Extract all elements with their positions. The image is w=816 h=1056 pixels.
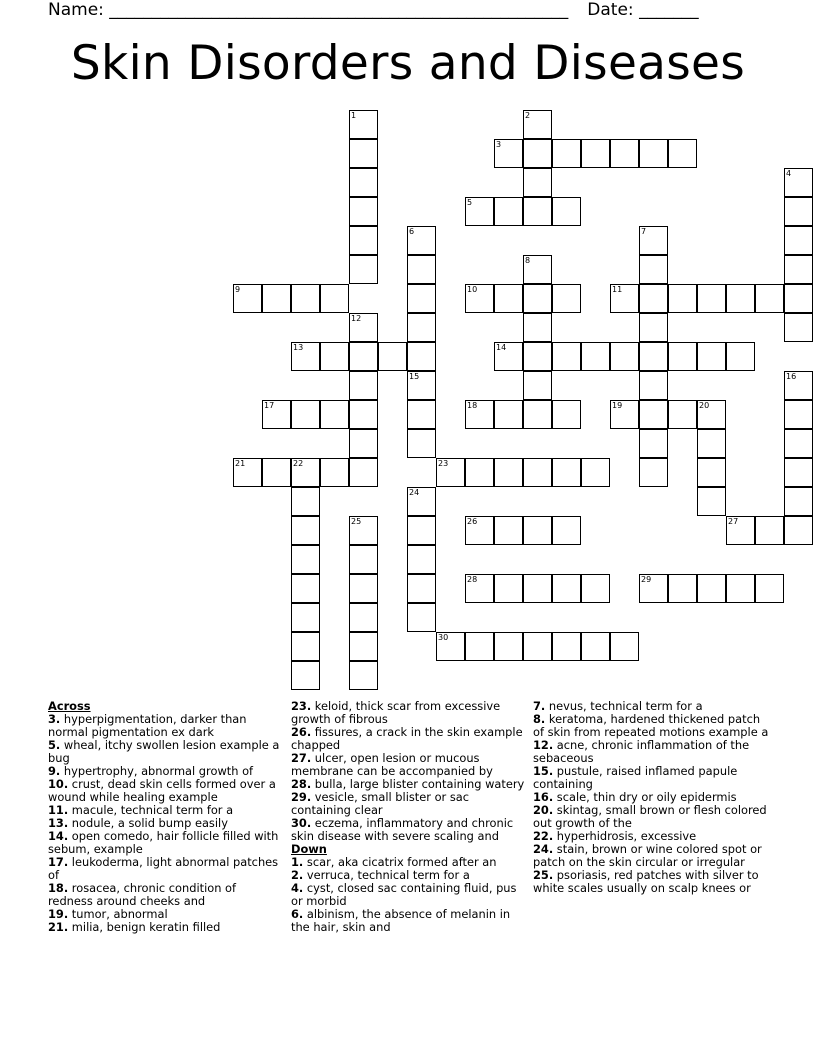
clue-text: rosacea, chronic condition of redness around cheeks and	[48, 881, 237, 908]
clue-item	[48, 921, 284, 934]
grid-cell[interactable]	[784, 284, 813, 313]
grid-cell[interactable]	[784, 516, 813, 545]
clue-number: 17.	[48, 855, 69, 869]
clue-number-label: 17	[264, 401, 275, 410]
clue-number-label: 10	[467, 285, 478, 294]
clue-item	[533, 869, 769, 895]
grid-cell[interactable]	[668, 400, 697, 429]
clue-number-label: 22	[293, 459, 304, 468]
grid-cell[interactable]	[378, 342, 407, 371]
grid-cell[interactable]	[291, 603, 320, 632]
clue-number-label: 9	[235, 285, 241, 294]
clue-item	[291, 700, 527, 726]
clue-item	[533, 765, 769, 791]
clue-number: 7.	[533, 699, 546, 713]
clue-item	[48, 778, 284, 804]
grid-cell[interactable]	[726, 284, 755, 313]
clue-text: skintag, small brown or flesh colored out growth of the	[533, 803, 767, 830]
clue-number-label: 25	[351, 517, 362, 526]
clue-number-label: 8	[525, 256, 531, 265]
clue-section-heading: Across	[48, 699, 91, 713]
grid-cell[interactable]	[523, 197, 552, 226]
grid-cell[interactable]	[494, 400, 523, 429]
clue-item	[48, 856, 284, 882]
clue-number-label: 30	[438, 633, 449, 642]
date-blank[interactable]: _______	[639, 0, 699, 20]
grid-cell[interactable]	[349, 574, 378, 603]
clue-text: milia, benign keratin filled	[68, 920, 221, 934]
grid-cell[interactable]	[784, 197, 813, 226]
grid-cell[interactable]	[262, 284, 291, 313]
clue-text: keloid, thick scar from excessive growth of fibrous	[291, 699, 501, 726]
grid-cell[interactable]	[494, 458, 523, 487]
grid-cell[interactable]	[697, 458, 726, 487]
grid-cell[interactable]	[291, 400, 320, 429]
grid-cell[interactable]	[581, 574, 610, 603]
grid-cell[interactable]	[697, 487, 726, 516]
name-blank[interactable]: ______________________________________________________	[109, 0, 569, 20]
grid-cell[interactable]	[523, 371, 552, 400]
grid-cell[interactable]	[494, 284, 523, 313]
clue-text: eczema, inflammatory and chronic skin disease with severe scaling and	[291, 816, 514, 843]
grid-cell[interactable]	[784, 487, 813, 516]
clue-text: macule, technical term for a	[68, 803, 234, 817]
grid-cell[interactable]	[552, 284, 581, 313]
clue-text: albinism, the absence of melanin in the hair, skin and	[291, 907, 511, 934]
grid-cell[interactable]	[523, 458, 552, 487]
grid-cell[interactable]	[349, 342, 378, 371]
grid-cell[interactable]	[407, 255, 436, 284]
clue-number: 22.	[533, 829, 554, 843]
clue-text: open comedo, hair follicle filled with sebum, example	[48, 829, 279, 856]
grid-cell[interactable]	[465, 632, 494, 661]
date-label: Date:	[587, 0, 640, 20]
clue-text: vesicle, small blister or sac containing clear	[291, 790, 470, 817]
clue-item	[48, 713, 284, 739]
grid-cell[interactable]	[552, 139, 581, 168]
clue-item	[291, 882, 527, 908]
grid-cell[interactable]	[552, 516, 581, 545]
grid-cell[interactable]	[291, 632, 320, 661]
grid-cell[interactable]	[639, 284, 668, 313]
clue-number-label: 11	[612, 285, 623, 294]
clue-number: 25.	[533, 868, 554, 882]
grid-cell[interactable]	[291, 516, 320, 545]
grid-cell[interactable]	[349, 632, 378, 661]
grid-cell[interactable]	[407, 574, 436, 603]
clue-number-label: 19	[612, 401, 623, 410]
clue-number: 19.	[48, 907, 69, 921]
grid-cell[interactable]	[726, 574, 755, 603]
grid-cell[interactable]	[552, 342, 581, 371]
grid-cell[interactable]	[320, 458, 349, 487]
clue-column-3	[533, 700, 769, 895]
grid-cell[interactable]	[349, 400, 378, 429]
grid-cell[interactable]	[784, 429, 813, 458]
grid-cell[interactable]	[523, 632, 552, 661]
grid-cell[interactable]	[552, 400, 581, 429]
clue-number-label: 28	[467, 575, 478, 584]
grid-cell[interactable]	[291, 661, 320, 690]
clue-column-1	[48, 700, 284, 934]
clue-number: 4.	[291, 881, 304, 895]
clue-number-label: 26	[467, 517, 478, 526]
clue-number: 15.	[533, 764, 554, 778]
grid-cell[interactable]	[407, 429, 436, 458]
grid-cell[interactable]	[349, 226, 378, 255]
grid-cell[interactable]	[523, 313, 552, 342]
clue-number-label: 18	[467, 401, 478, 410]
grid-cell[interactable]	[291, 574, 320, 603]
grid-cell[interactable]	[494, 197, 523, 226]
grid-cell[interactable]	[407, 545, 436, 574]
grid-cell[interactable]	[552, 632, 581, 661]
grid-cell[interactable]	[755, 284, 784, 313]
clue-number: 28.	[291, 777, 312, 791]
grid-cell[interactable]	[349, 429, 378, 458]
clue-number: 20.	[533, 803, 554, 817]
clue-text: wheal, itchy swollen lesion example a bug	[48, 738, 280, 765]
clue-number: 29.	[291, 790, 312, 804]
clue-text: scale, thin dry or oily epidermis	[553, 790, 737, 804]
grid-cell[interactable]	[262, 458, 291, 487]
clue-column-2	[291, 700, 527, 934]
grid-cell[interactable]	[465, 458, 494, 487]
grid-cell[interactable]	[494, 574, 523, 603]
grid-cell[interactable]	[639, 342, 668, 371]
clue-number: 26.	[291, 725, 312, 739]
grid-cell[interactable]	[581, 458, 610, 487]
grid-cell[interactable]	[552, 458, 581, 487]
clue-number-label: 5	[467, 198, 473, 207]
grid-cell[interactable]	[610, 632, 639, 661]
clue-number-label: 21	[235, 459, 246, 468]
clue-text: hyperpigmentation, darker than normal pigmentation ex dark	[48, 712, 247, 739]
grid-cell[interactable]	[320, 400, 349, 429]
grid-cell[interactable]	[639, 255, 668, 284]
grid-cell[interactable]	[697, 284, 726, 313]
grid-cell[interactable]	[349, 139, 378, 168]
clue-text: bulla, large blister containing watery	[311, 777, 525, 791]
grid-cell[interactable]	[349, 545, 378, 574]
grid-cell[interactable]	[552, 574, 581, 603]
grid-cell[interactable]	[610, 342, 639, 371]
grid-cell[interactable]	[407, 313, 436, 342]
grid-cell[interactable]	[349, 458, 378, 487]
grid-cell[interactable]	[407, 603, 436, 632]
clue-number-label: 24	[409, 488, 420, 497]
clue-number-label: 27	[728, 517, 739, 526]
grid-cell[interactable]	[407, 342, 436, 371]
clue-number: 8.	[533, 712, 546, 726]
grid-cell[interactable]	[523, 400, 552, 429]
clue-item	[48, 830, 284, 856]
clue-number-label: 3	[496, 140, 502, 149]
grid-cell[interactable]	[349, 255, 378, 284]
clue-number: 23.	[291, 699, 312, 713]
grid-cell[interactable]	[639, 429, 668, 458]
grid-cell[interactable]	[407, 284, 436, 313]
grid-cell[interactable]	[523, 168, 552, 197]
clue-text: cyst, closed sac containing fluid, pus or morbid	[291, 881, 517, 908]
clue-number-label: 2	[525, 111, 531, 120]
clue-number-label: 6	[409, 227, 415, 236]
clue-text: fissures, a crack in the skin example chapped	[291, 725, 523, 752]
grid-cell[interactable]	[610, 139, 639, 168]
clue-number: 5.	[48, 738, 61, 752]
grid-cell[interactable]	[407, 400, 436, 429]
grid-cell[interactable]	[523, 342, 552, 371]
clue-text: hypertrophy, abnormal growth of	[60, 764, 254, 778]
grid-cell[interactable]	[755, 516, 784, 545]
clue-number: 3.	[48, 712, 61, 726]
clue-text: scar, aka cicatrix formed after an	[303, 855, 497, 869]
clue-item	[291, 791, 527, 817]
grid-cell[interactable]	[291, 284, 320, 313]
grid-cell[interactable]	[697, 574, 726, 603]
clue-text: hyperhidrosis, excessive	[553, 829, 697, 843]
page-title: Skin Disorders and Diseases	[70, 36, 746, 91]
clue-number: 12.	[533, 738, 554, 752]
clue-number: 14.	[48, 829, 69, 843]
clue-text: acne, chronic inflammation of the sebaceous	[533, 738, 750, 765]
grid-cell[interactable]	[668, 574, 697, 603]
grid-cell[interactable]	[349, 197, 378, 226]
clue-number: 1.	[291, 855, 304, 869]
grid-cell[interactable]	[639, 313, 668, 342]
grid-cell[interactable]	[639, 139, 668, 168]
grid-cell[interactable]	[523, 516, 552, 545]
clue-number-label: 16	[786, 372, 797, 381]
grid-cell[interactable]	[494, 632, 523, 661]
clue-item	[533, 739, 769, 765]
grid-cell[interactable]	[349, 661, 378, 690]
clue-number-label: 1	[351, 111, 357, 120]
clue-number-label: 14	[496, 343, 507, 352]
clue-number-label: 23	[438, 459, 449, 468]
clue-text: pustule, raised inflamed papule containing	[533, 764, 738, 791]
grid-cell[interactable]	[668, 284, 697, 313]
grid-cell[interactable]	[784, 255, 813, 284]
clue-item	[48, 739, 284, 765]
clue-text: keratoma, hardened thickened patch of skin from repeated motions example a	[533, 712, 769, 739]
grid-cell[interactable]	[407, 516, 436, 545]
grid-cell[interactable]	[581, 632, 610, 661]
grid-cell[interactable]	[726, 342, 755, 371]
grid-cell[interactable]	[639, 458, 668, 487]
grid-cell[interactable]	[668, 139, 697, 168]
grid-cell[interactable]	[291, 545, 320, 574]
grid-cell[interactable]	[639, 371, 668, 400]
name-label: Name:	[48, 0, 110, 20]
clue-item	[533, 713, 769, 739]
grid-cell[interactable]	[668, 342, 697, 371]
grid-cell[interactable]	[523, 284, 552, 313]
grid-cell[interactable]	[784, 226, 813, 255]
grid-cell[interactable]	[523, 139, 552, 168]
clue-number-label: 29	[641, 575, 652, 584]
grid-cell[interactable]	[494, 516, 523, 545]
clue-item	[533, 843, 769, 869]
clue-number: 21.	[48, 920, 69, 934]
clue-item	[48, 882, 284, 908]
clue-item	[533, 804, 769, 830]
clue-text: stain, brown or wine colored spot or patch on the skin circular or irregular	[533, 842, 762, 869]
clue-number-label: 20	[699, 401, 710, 410]
clue-text: psoriasis, red patches with silver to white scales usually on scalp knees or	[533, 868, 759, 895]
grid-cell[interactable]	[320, 342, 349, 371]
grid-cell[interactable]	[349, 168, 378, 197]
grid-cell[interactable]	[349, 371, 378, 400]
clue-number: 24.	[533, 842, 554, 856]
clue-number: 27.	[291, 751, 312, 765]
grid-cell[interactable]	[784, 458, 813, 487]
clue-number: 16.	[533, 790, 554, 804]
clue-text: tumor, abnormal	[68, 907, 168, 921]
grid-cell[interactable]	[552, 197, 581, 226]
grid-cell[interactable]	[784, 400, 813, 429]
grid-cell[interactable]	[639, 400, 668, 429]
clue-item	[291, 752, 527, 778]
clue-number: 30.	[291, 816, 312, 830]
grid-cell[interactable]	[697, 429, 726, 458]
grid-cell[interactable]	[320, 284, 349, 313]
clue-text: nevus, technical term for a	[545, 699, 703, 713]
clue-number: 13.	[48, 816, 69, 830]
grid-cell[interactable]	[581, 342, 610, 371]
grid-cell[interactable]	[291, 487, 320, 516]
clue-number-label: 13	[293, 343, 304, 352]
clue-number: 9.	[48, 764, 61, 778]
grid-cell[interactable]	[523, 574, 552, 603]
clue-number: 10.	[48, 777, 69, 791]
clue-text: verruca, technical term for a	[303, 868, 470, 882]
clue-item	[291, 726, 527, 752]
clue-item	[291, 817, 527, 843]
clue-text: crust, dead skin cells formed over a wound while healing example	[48, 777, 276, 804]
clue-text: nodule, a solid bump easily	[68, 816, 228, 830]
clue-number-label: 15	[409, 372, 420, 381]
clue-number: 6.	[291, 907, 304, 921]
grid-cell[interactable]	[697, 342, 726, 371]
clue-number: 11.	[48, 803, 69, 817]
clue-item	[291, 908, 527, 934]
clue-number: 2.	[291, 868, 304, 882]
clue-text: leukoderma, light abnormal patches of	[48, 855, 279, 882]
grid-cell[interactable]	[581, 139, 610, 168]
clue-number: 18.	[48, 881, 69, 895]
clue-number-label: 7	[641, 227, 647, 236]
clue-number-label: 12	[351, 314, 362, 323]
clue-number-label: 4	[786, 169, 792, 178]
grid-cell[interactable]	[755, 574, 784, 603]
grid-cell[interactable]	[349, 603, 378, 632]
clue-section-heading: Down	[291, 842, 327, 856]
grid-cell[interactable]	[784, 313, 813, 342]
clue-text: ulcer, open lesion or mucous membrane can be accompanied by	[291, 751, 493, 778]
